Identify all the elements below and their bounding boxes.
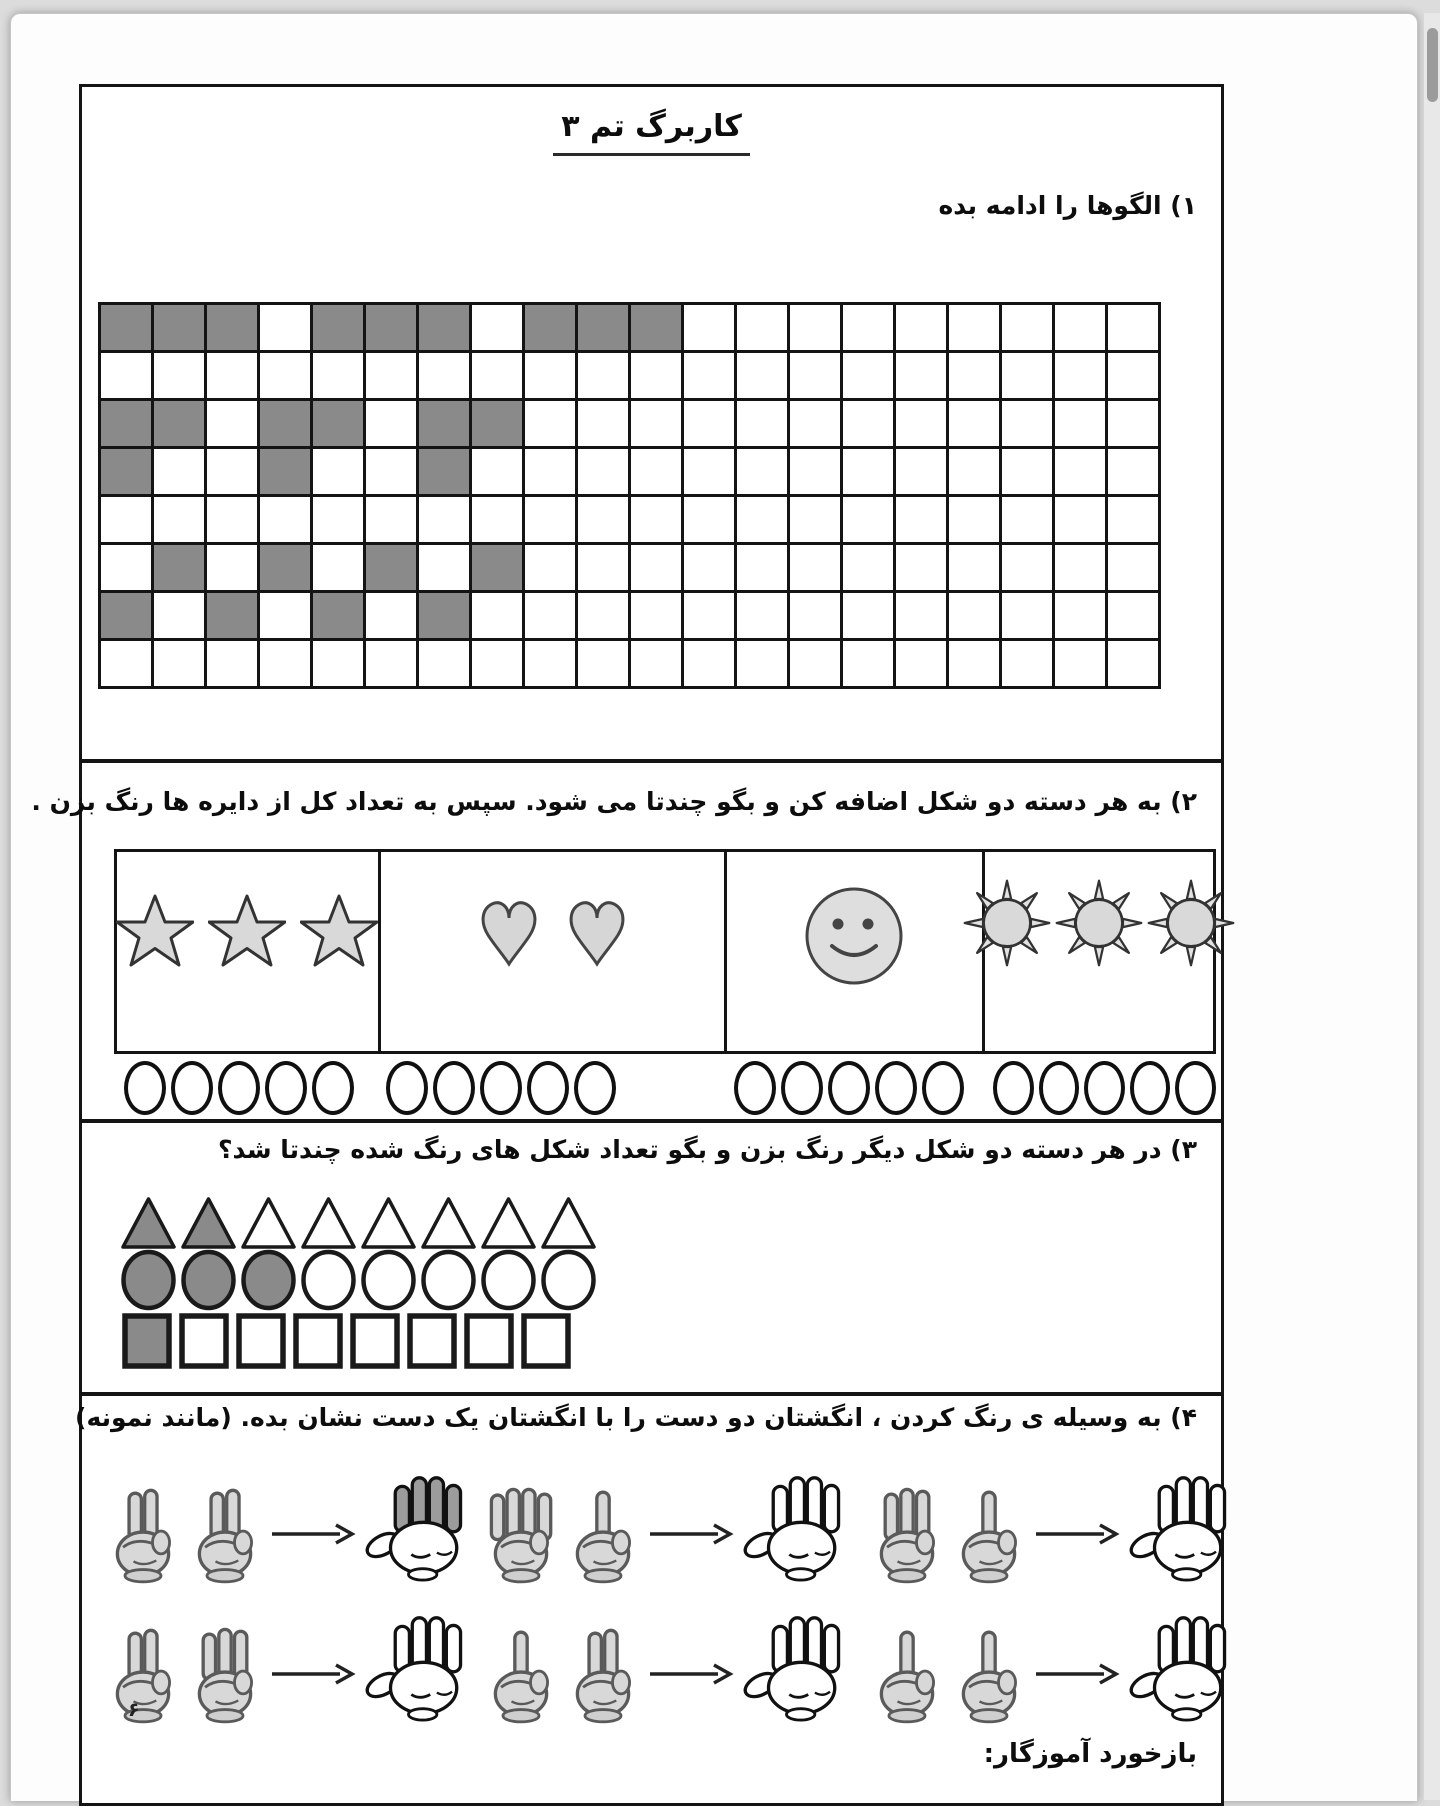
grid-cell [843,641,896,689]
teacher-feedback-label: بازخورد آموزگار: [983,1739,1197,1769]
grid-cell [631,497,684,545]
grid-cell [896,353,949,401]
grid-cell [737,497,790,545]
grid-cell [525,545,578,593]
grid-cell-filled [631,305,684,353]
grid-cell [472,497,525,545]
grid-cell [578,401,631,449]
hand-2-fingers-icon [566,1622,640,1724]
grid-cell-filled [101,305,154,353]
open-hand-icon [742,1613,848,1723]
title-row [82,109,1221,156]
grid-cell [1108,593,1161,641]
section2-heading: ۲) به هر دسته دو شکل اضافه کن و بگو چندتا می شود. سپس به تعداد کل از دایره ها رنگ بزن . [31,787,1197,816]
square-shape [234,1311,288,1371]
sun-icon [962,878,1052,968]
grid-cell [366,449,419,497]
grid-cell [896,449,949,497]
arrow-icon [1034,1522,1120,1546]
grid-cell [684,497,737,545]
grid-cell-filled [366,545,419,593]
answer-circle [386,1061,428,1115]
grid-cell-filled [207,593,260,641]
square-shape [291,1311,345,1371]
circle-shape-filled [120,1249,177,1311]
pattern-grid [98,302,1161,689]
shape-groups-box [114,849,1216,1054]
worksheet-page [10,13,1418,1801]
open-hand-icon [742,1473,848,1583]
grid-cell [313,353,366,401]
grid-cell [578,545,631,593]
circle-shape [360,1249,417,1311]
grid-cell [154,593,207,641]
grid-cell [896,401,949,449]
shape-rows [120,1191,597,1371]
grid-cell [1108,353,1161,401]
grid-cell [101,641,154,689]
shape-group-smiley [724,852,982,1051]
triangle-shape [240,1195,297,1251]
grid-cell [260,593,313,641]
grid-cell [1002,449,1055,497]
grid-cell [207,449,260,497]
hand-2-fingers-icon [106,1482,180,1584]
grid-cell [843,593,896,641]
hand-equation-4-plus-1 [484,1473,848,1584]
grid-cell [419,641,472,689]
grid-cell-filled [101,593,154,641]
answer-circle [875,1061,917,1115]
grid-cell [949,353,1002,401]
scrollbar-thumb[interactable] [1427,28,1438,102]
grid-cell [472,305,525,353]
grid-cell [1108,497,1161,545]
grid-cell [1055,641,1108,689]
grid-cell [472,353,525,401]
grid-cell [419,497,472,545]
circle-shape [540,1249,597,1311]
arrow-icon [1034,1662,1120,1686]
star-icon [300,894,378,968]
grid-cell-filled [419,305,472,353]
section1-heading: ۱) الگوها را ادامه بده [938,191,1197,220]
heart-icon [566,898,628,970]
square-row [120,1311,597,1371]
shape-group-sun [982,852,1213,1051]
open-hand-icon [1128,1613,1234,1723]
section4-heading: ۴) به وسیله ی رنگ کردن ، انگشتان دو دست را با انگشتان یک دست نشان بده. (مانند نمونه) [75,1403,1197,1432]
grid-cell [843,449,896,497]
grid-cell [101,545,154,593]
heart-icon [478,898,540,970]
grid-cell [578,593,631,641]
grid-cell-filled [419,401,472,449]
grid-cell [843,353,896,401]
grid-cell [578,641,631,689]
heart-row [478,852,628,1051]
square-shape [177,1311,231,1371]
grid-cell [1002,545,1055,593]
section-divider-3 [79,1392,1224,1396]
grid-cell [1002,305,1055,353]
grid-cell [207,641,260,689]
grid-cell [737,449,790,497]
worksheet-frame [31,84,1224,1806]
circle-group-heart [376,1061,724,1115]
grid-cell [207,545,260,593]
circle-shape [420,1249,477,1311]
grid-cell-filled [472,545,525,593]
grid-cell-filled [154,545,207,593]
hand-equation-2-plus-2-example [106,1473,470,1584]
grid-cell [737,353,790,401]
grid-cell-filled [313,593,366,641]
smiley-row [802,852,906,1051]
grid-cell-filled [472,401,525,449]
grid-cell [684,641,737,689]
grid-cell [790,641,843,689]
square-shape-filled [120,1311,174,1371]
square-shape [405,1311,459,1371]
grid-cell [949,449,1002,497]
grid-cell [154,353,207,401]
grid-cell-filled [101,401,154,449]
grid-cell [684,401,737,449]
shape-group-star [117,852,378,1051]
answer-circle [480,1061,522,1115]
hand-1-fingers-icon [566,1482,640,1584]
grid-cell [949,593,1002,641]
circle-group-sun [983,1061,1216,1115]
grid-cell [1108,449,1161,497]
grid-cell-filled [366,305,419,353]
grid-cell [896,593,949,641]
grid-cell-filled [525,305,578,353]
grid-cell [631,353,684,401]
grid-cell-filled [313,305,366,353]
grid-cell [525,353,578,401]
grid-cell [1108,401,1161,449]
grid-cell [260,305,313,353]
hand-equation-1-plus-2 [484,1613,848,1724]
grid-cell [101,497,154,545]
answer-circle [171,1061,213,1115]
grid-cell [260,497,313,545]
shape-group-heart [378,852,724,1051]
hand-1-fingers-icon [870,1622,944,1724]
grid-cell [896,545,949,593]
grid-cell [260,641,313,689]
grid-cell [207,353,260,401]
hand-1-fingers-icon [952,1482,1026,1584]
grid-cell [313,641,366,689]
grid-cell [154,497,207,545]
grid-cell [154,449,207,497]
grid-cell [313,497,366,545]
triangle-shape [480,1195,537,1251]
grid-cell [1108,545,1161,593]
grid-cell [790,545,843,593]
grid-cell [525,641,578,689]
open-hand-icon-shaded [364,1473,470,1583]
hand-1-fingers-icon [952,1622,1026,1724]
grid-cell [472,641,525,689]
grid-cell [525,497,578,545]
triangle-row [120,1191,597,1251]
answer-circle [574,1061,616,1115]
triangle-shape-filled [180,1195,237,1251]
grid-cell [843,497,896,545]
hands-row-1 [82,1449,1221,1584]
answer-circle [1175,1061,1216,1115]
circle-row [120,1251,597,1311]
triangle-shape [540,1195,597,1251]
grid-cell [472,449,525,497]
grid-cell [790,353,843,401]
circle-shape-filled [240,1249,297,1311]
star-icon [208,894,286,968]
grid-cell [313,449,366,497]
square-shape [348,1311,402,1371]
answer-circle [1039,1061,1080,1115]
answer-circle [734,1061,776,1115]
arrow-icon [270,1662,356,1686]
page-number: ۶ [128,1699,140,1721]
answer-circle [781,1061,823,1115]
sun-icon [1146,878,1236,968]
grid-cell [896,497,949,545]
hand-2-fingers-icon [106,1622,180,1724]
answer-circle [218,1061,260,1115]
grid-cell [1055,305,1108,353]
hand-equation-1-plus-1 [870,1613,1234,1724]
grid-cell [578,353,631,401]
hand-3-fingers-icon [870,1482,944,1584]
grid-cell [1002,497,1055,545]
hands-row-2 [82,1589,1221,1724]
grid-cell [843,305,896,353]
answer-circle [1084,1061,1125,1115]
grid-cell [631,545,684,593]
smiley-face-icon [802,884,906,988]
circle-group-star [114,1061,376,1115]
answer-circles-row [114,1061,1216,1115]
grid-cell [684,449,737,497]
grid-cell-filled [207,305,260,353]
sun-row [962,852,1236,1051]
arrow-icon [648,1522,734,1546]
answer-circle [527,1061,569,1115]
hand-equation-3-plus-1 [870,1473,1234,1584]
grid-cell-filled [101,449,154,497]
grid-cell-filled [260,449,313,497]
grid-cell [896,305,949,353]
grid-cell [260,353,313,401]
answer-circle [124,1061,166,1115]
grid-cell [1055,497,1108,545]
grid-cell [949,497,1002,545]
square-shape [462,1311,516,1371]
grid-cell [101,353,154,401]
scrollbar-track[interactable] [1424,13,1440,1800]
triangle-shape [300,1195,357,1251]
open-hand-icon [364,1613,470,1723]
grid-cell-filled [260,545,313,593]
grid-cell [578,449,631,497]
grid-cell [1055,593,1108,641]
grid-cell [578,497,631,545]
circle-group-smiley [724,1061,983,1115]
answer-circle [433,1061,475,1115]
grid-cell [737,545,790,593]
section-divider-1 [79,759,1224,763]
answer-circle [922,1061,964,1115]
grid-cell [1055,353,1108,401]
grid-cell [949,305,1002,353]
grid-cell-filled [260,401,313,449]
grid-cell [525,593,578,641]
grid-cell-filled [154,305,207,353]
star-icon [116,894,194,968]
grid-cell [419,545,472,593]
hand-3-fingers-icon [188,1622,262,1724]
square-shape [519,1311,573,1371]
arrow-icon [270,1522,356,1546]
circle-shape-filled [180,1249,237,1311]
grid-cell [843,545,896,593]
grid-cell [366,401,419,449]
grid-cell [684,353,737,401]
grid-cell [843,401,896,449]
grid-cell [1108,641,1161,689]
worksheet-title: کاربرگ تم ۳ [553,109,750,156]
grid-cell [366,353,419,401]
grid-cell [472,593,525,641]
grid-cell-filled [313,401,366,449]
grid-cell [737,401,790,449]
open-hand-icon [1128,1473,1234,1583]
arrow-icon [648,1662,734,1686]
grid-cell [949,545,1002,593]
answer-circle [312,1061,354,1115]
grid-cell [525,401,578,449]
answer-circle [828,1061,870,1115]
grid-cell [419,353,472,401]
grid-cell [790,305,843,353]
grid-cell [1055,449,1108,497]
grid-cell-filled [419,449,472,497]
grid-cell [790,449,843,497]
grid-cell-filled [154,401,207,449]
hand-1-fingers-icon [484,1622,558,1724]
grid-cell [207,401,260,449]
sun-icon [1054,878,1144,968]
grid-cell [1002,401,1055,449]
grid-cell [949,401,1002,449]
hand-4-fingers-icon [484,1482,558,1584]
star-row [116,852,378,1051]
grid-cell [366,593,419,641]
answer-circle [1130,1061,1171,1115]
grid-cell [207,497,260,545]
grid-cell [790,497,843,545]
grid-cell [896,641,949,689]
grid-cell [1002,353,1055,401]
section3-heading: ۳) در هر دسته دو شکل دیگر رنگ بزن و بگو تعداد شکل های رنگ شده چندتا شد؟ [218,1135,1197,1164]
grid-cell [684,593,737,641]
grid-cell [790,593,843,641]
grid-cell [631,641,684,689]
grid-cell [737,641,790,689]
triangle-shape-filled [120,1195,177,1251]
grid-cell [1055,401,1108,449]
hand-2-fingers-icon [188,1482,262,1584]
grid-cell [525,449,578,497]
grid-cell [1108,305,1161,353]
grid-cell [737,593,790,641]
grid-cell [1002,641,1055,689]
answer-circle [265,1061,307,1115]
grid-cell [1002,593,1055,641]
triangle-shape [360,1195,417,1251]
grid-cell [313,545,366,593]
grid-cell [790,401,843,449]
grid-cell [366,497,419,545]
grid-cell [737,305,790,353]
circle-shape [480,1249,537,1311]
section-divider-2 [79,1119,1224,1123]
grid-cell [631,593,684,641]
hand-equation-2-plus-3 [106,1613,470,1724]
grid-cell-filled [419,593,472,641]
grid-cell [154,641,207,689]
grid-cell [684,545,737,593]
answer-circle [993,1061,1034,1115]
grid-cell [631,401,684,449]
grid-cell [949,641,1002,689]
grid-cell [684,305,737,353]
triangle-shape [420,1195,477,1251]
grid-cell [366,641,419,689]
grid-cell [631,449,684,497]
grid-cell [1055,545,1108,593]
grid-cell-filled [578,305,631,353]
circle-shape [300,1249,357,1311]
